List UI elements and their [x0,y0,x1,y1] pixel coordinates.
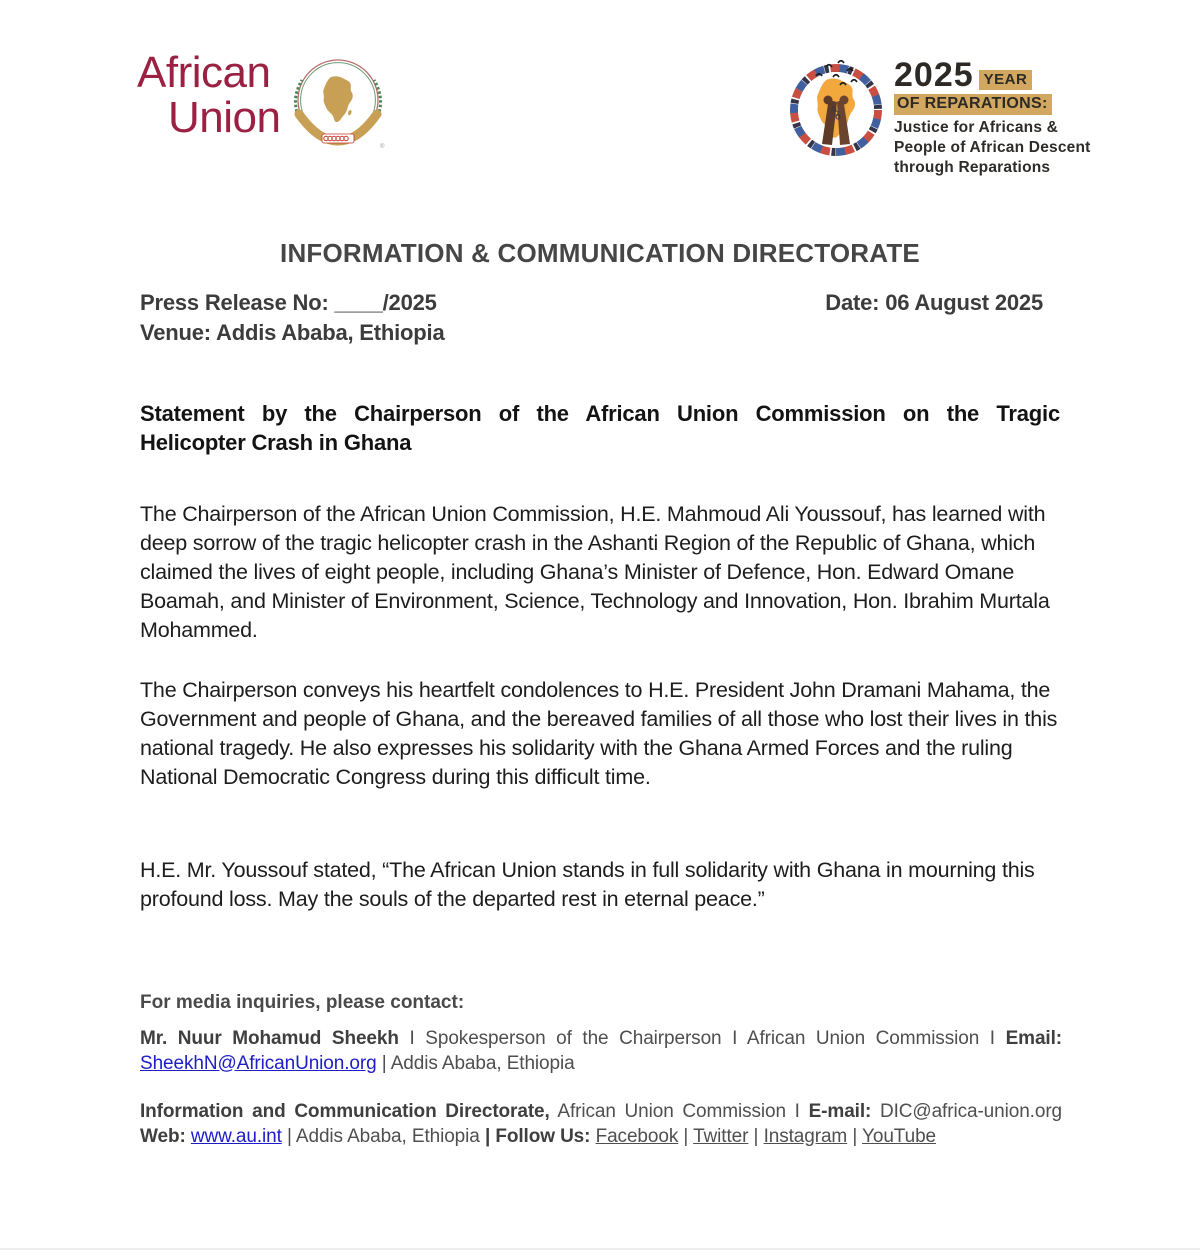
statement-paragraph-1: The Chairperson of the African Union Commission, H.E. Mahmoud Ali Youssouf, has learned with deep sorrow of the tragic helicopter crash in the Ashanti Region of the Republic of Ghana, which claimed the lives of eight people, including Ghana’s Minister of Defence, Hon. Edward Omane Boamah, and Minister of Environment, Science, Technology and Innovation, Hon. Ibrahim Murtala Mohammed. [140,502,1050,642]
spokesperson-contact-line2 [140,1052,1062,1077]
directorate-email: DIC@africa-union.org [879,1101,1063,1122]
spokesperson-contact-line1 [140,1027,1062,1052]
reparations-wordmark [894,56,1104,178]
spokesperson-email-link[interactable]: SheekhN@AfricanUnion.org [140,1052,377,1074]
directorate-contact-block [140,1100,1062,1149]
au-wordmark-line2: Union [168,93,281,142]
directorate-location: | Addis Ababa, Ethiopia [286,1125,480,1147]
press-release-number: Press Release No: ____/2025 [140,290,437,315]
social-link-twitter[interactable]: Twitter [693,1125,749,1147]
separator: | [852,1125,858,1147]
statement-title-line1: Statement by the Chairperson of the African Union Commission on the Tragic [140,401,1060,426]
au-emblem-icon [284,54,392,162]
statement-title-line2: Helicopter Crash in Ghana [140,430,412,455]
spokesperson-role: Spokesperson of the Chairperson [425,1028,722,1049]
directorate-org: African Union Commission [557,1101,786,1122]
separator: I [409,1028,415,1049]
page-bottom-edge [0,1248,1200,1250]
press-release-date: Date: 06 August 2025 [825,290,1043,315]
separator: | [753,1125,759,1147]
social-link-facebook[interactable]: Facebook [595,1125,679,1147]
reparations-tagline-1: Justice for Africans & [894,119,1059,136]
svg-text:®: ® [380,144,385,150]
statement-paragraph-2: The Chairperson conveys his heartfelt condolences to H.E. President John Dramani Mahama, the Government and people of Ghana, and the bereaved families of all those who lost their lives in this national tragedy. He also expresses his solidarity with the Ghana Armed Forces and the ruling National Democratic Congress during this difficult time. [140,678,1058,789]
au-wordmark-line1: African [137,48,271,97]
spokesperson-contact-block [140,1027,1062,1076]
statement-paragraph-3: H.E. Mr. Youssouf stated, “The African Union stands in full solidarity with Ghana in mourning this profound loss. May the souls of the departed rest in eternal peace.” [140,858,1035,911]
web-label: Web: [140,1125,186,1147]
separator: I [794,1101,800,1122]
separator: I [732,1028,738,1049]
reparations-emblem-icon [788,52,884,164]
directorate-name: Information and Communication Directorate, [140,1101,550,1122]
reparations-subtitle: OF REPARATIONS: [894,94,1052,115]
follow-us-label: | Follow Us: [484,1125,591,1147]
reparations-tagline-3: through Reparations [894,159,1051,176]
spokesperson-name: Mr. Nuur Mohamud Sheekh [140,1028,399,1049]
social-link-youtube[interactable]: YouTube [862,1125,937,1147]
separator: | [683,1125,689,1147]
directorate-heading: INFORMATION & COMMUNICATION DIRECTORATE [280,238,920,268]
directorate-contact-line1 [140,1100,1062,1125]
directorate-email-label: E-mail: [808,1101,872,1122]
reparations-year-suffix: YEAR [979,70,1033,90]
separator: I [989,1028,995,1049]
reparations-logo [788,52,1104,178]
press-release-venue: Venue: Addis Ababa, Ethiopia [140,320,445,345]
statement-title [140,399,1060,457]
website-link[interactable]: www.au.int [190,1125,282,1147]
au-wordmark [137,50,280,140]
spokesperson-location: | Addis Ababa, Ethiopia [381,1052,575,1074]
email-label: Email: [1005,1028,1062,1049]
media-inquiries-heading: For media inquiries, please contact: [140,992,465,1013]
press-release-meta [140,290,1043,316]
reparations-tagline-2: People of African Descent [894,139,1091,156]
au-logo [137,50,392,162]
reparations-year: 2025 [894,56,974,94]
social-link-instagram[interactable]: Instagram [763,1125,848,1147]
directorate-contact-line2 [140,1125,1062,1150]
spokesperson-org: African Union Commission [746,1028,980,1049]
